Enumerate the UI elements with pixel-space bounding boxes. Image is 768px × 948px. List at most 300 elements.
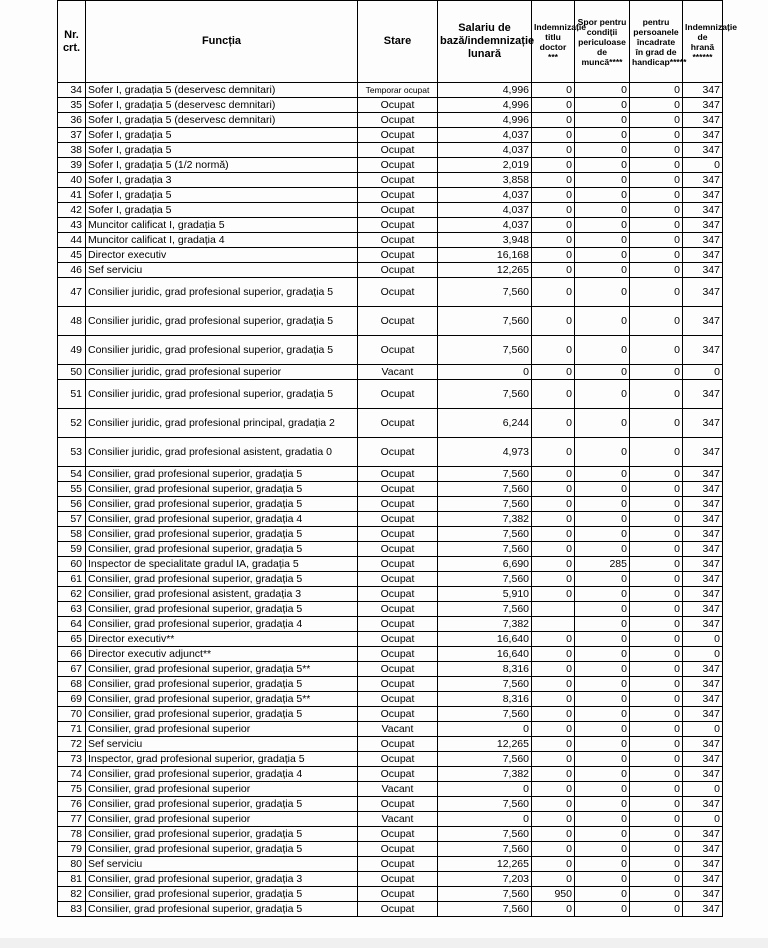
cell-spor: 0 bbox=[575, 827, 630, 842]
cell-spor: 0 bbox=[575, 887, 630, 902]
cell-salariu: 7,560 bbox=[438, 827, 532, 842]
cell-salariu: 7,203 bbox=[438, 872, 532, 887]
header-salariu: Salariu de bază/indemnizație lunară bbox=[438, 1, 532, 83]
cell-stare: Ocupat bbox=[358, 336, 438, 365]
cell-handicap: 0 bbox=[630, 782, 683, 797]
cell-functia: Consilier, grad profesional superior bbox=[86, 812, 358, 827]
cell-stare: Ocupat bbox=[358, 677, 438, 692]
cell-indemnizatie-doctor: 0 bbox=[532, 872, 575, 887]
cell-handicap: 0 bbox=[630, 617, 683, 632]
cell-salariu: 7,382 bbox=[438, 767, 532, 782]
table-row bbox=[58, 677, 723, 692]
cell-hrana: 347 bbox=[683, 827, 723, 842]
cell-handicap: 0 bbox=[630, 113, 683, 128]
cell-stare: Ocupat bbox=[358, 857, 438, 872]
cell-functia: Sofer I, gradația 5 bbox=[86, 188, 358, 203]
cell-hrana: 0 bbox=[683, 632, 723, 647]
cell-functia: Consilier, grad profesional superior, gradația 5 bbox=[86, 797, 358, 812]
table-row bbox=[58, 572, 723, 587]
cell-stare: Ocupat bbox=[358, 572, 438, 587]
table-row bbox=[58, 587, 723, 602]
cell-handicap: 0 bbox=[630, 512, 683, 527]
cell-handicap: 0 bbox=[630, 827, 683, 842]
cell-hrana: 347 bbox=[683, 173, 723, 188]
table-row bbox=[58, 83, 723, 98]
cell-stare: Ocupat bbox=[358, 113, 438, 128]
cell-nr: 80 bbox=[58, 857, 86, 872]
cell-handicap: 0 bbox=[630, 143, 683, 158]
cell-indemnizatie-doctor: 0 bbox=[532, 677, 575, 692]
cell-spor: 0 bbox=[575, 707, 630, 722]
cell-functia: Consilier juridic, grad profesional asistent, gradatia 0 bbox=[86, 438, 358, 467]
cell-salariu: 4,037 bbox=[438, 128, 532, 143]
cell-spor: 0 bbox=[575, 512, 630, 527]
cell-handicap: 0 bbox=[630, 812, 683, 827]
cell-handicap: 0 bbox=[630, 307, 683, 336]
cell-functia: Sofer I, gradația 5 (deservesc demnitari) bbox=[86, 98, 358, 113]
table-row bbox=[58, 812, 723, 827]
cell-indemnizatie-doctor: 0 bbox=[532, 98, 575, 113]
cell-hrana: 347 bbox=[683, 602, 723, 617]
cell-stare: Ocupat bbox=[358, 98, 438, 113]
cell-stare: Ocupat bbox=[358, 233, 438, 248]
table-row bbox=[58, 278, 723, 307]
cell-nr: 35 bbox=[58, 98, 86, 113]
cell-salariu: 7,560 bbox=[438, 380, 532, 409]
cell-handicap: 0 bbox=[630, 542, 683, 557]
cell-salariu: 0 bbox=[438, 812, 532, 827]
cell-nr: 64 bbox=[58, 617, 86, 632]
cell-spor: 0 bbox=[575, 527, 630, 542]
cell-functia: Sofer I, gradația 5 bbox=[86, 203, 358, 218]
cell-handicap: 0 bbox=[630, 527, 683, 542]
cell-handicap: 0 bbox=[630, 188, 683, 203]
cell-spor: 0 bbox=[575, 83, 630, 98]
cell-hrana: 347 bbox=[683, 542, 723, 557]
header-persoane-handicap: pentru persoanele încadrate în grad de handicap***** bbox=[630, 1, 683, 83]
table-row bbox=[58, 557, 723, 572]
cell-salariu: 6,690 bbox=[438, 557, 532, 572]
cell-functia: Muncitor calificat I, gradația 5 bbox=[86, 218, 358, 233]
cell-nr: 39 bbox=[58, 158, 86, 173]
cell-nr: 57 bbox=[58, 512, 86, 527]
cell-nr: 70 bbox=[58, 707, 86, 722]
cell-indemnizatie-doctor: 0 bbox=[532, 527, 575, 542]
cell-nr: 75 bbox=[58, 782, 86, 797]
cell-indemnizatie-doctor: 0 bbox=[532, 278, 575, 307]
cell-handicap: 0 bbox=[630, 218, 683, 233]
cell-hrana: 347 bbox=[683, 737, 723, 752]
cell-spor: 0 bbox=[575, 752, 630, 767]
cell-handicap: 0 bbox=[630, 662, 683, 677]
cell-spor: 0 bbox=[575, 173, 630, 188]
cell-hrana: 347 bbox=[683, 662, 723, 677]
cell-salariu: 7,382 bbox=[438, 617, 532, 632]
cell-stare: Ocupat bbox=[358, 842, 438, 857]
cell-functia: Consilier, grad profesional superior, gradația 4 bbox=[86, 767, 358, 782]
cell-indemnizatie-doctor: 0 bbox=[532, 737, 575, 752]
cell-spor: 0 bbox=[575, 98, 630, 113]
cell-nr: 42 bbox=[58, 203, 86, 218]
cell-indemnizatie-doctor: 0 bbox=[532, 218, 575, 233]
cell-hrana: 347 bbox=[683, 467, 723, 482]
cell-indemnizatie-doctor: 0 bbox=[532, 113, 575, 128]
cell-nr: 41 bbox=[58, 188, 86, 203]
cell-functia: Consilier, grad profesional superior, gradația 5 bbox=[86, 677, 358, 692]
cell-hrana: 347 bbox=[683, 707, 723, 722]
table-row bbox=[58, 365, 723, 380]
cell-stare: Ocupat bbox=[358, 542, 438, 557]
cell-stare: Ocupat bbox=[358, 482, 438, 497]
cell-nr: 82 bbox=[58, 887, 86, 902]
cell-handicap: 0 bbox=[630, 797, 683, 812]
cell-hrana: 347 bbox=[683, 278, 723, 307]
cell-handicap: 0 bbox=[630, 365, 683, 380]
cell-functia: Muncitor calificat I, gradația 4 bbox=[86, 233, 358, 248]
cell-functia: Consilier, grad profesional superior, gradația 5 bbox=[86, 482, 358, 497]
cell-handicap: 0 bbox=[630, 572, 683, 587]
cell-indemnizatie-doctor: 0 bbox=[532, 542, 575, 557]
cell-nr: 58 bbox=[58, 527, 86, 542]
cell-indemnizatie-doctor: 0 bbox=[532, 467, 575, 482]
cell-nr: 40 bbox=[58, 173, 86, 188]
cell-indemnizatie-doctor: 0 bbox=[532, 812, 575, 827]
cell-nr: 73 bbox=[58, 752, 86, 767]
cell-nr: 81 bbox=[58, 872, 86, 887]
cell-functia: Consilier, grad profesional superior, gradația 5** bbox=[86, 662, 358, 677]
cell-handicap: 0 bbox=[630, 98, 683, 113]
cell-hrana: 347 bbox=[683, 572, 723, 587]
cell-handicap: 0 bbox=[630, 467, 683, 482]
table-row bbox=[58, 98, 723, 113]
cell-stare: Ocupat bbox=[358, 617, 438, 632]
cell-indemnizatie-doctor: 0 bbox=[532, 632, 575, 647]
cell-indemnizatie-doctor: 0 bbox=[532, 647, 575, 662]
cell-nr: 55 bbox=[58, 482, 86, 497]
cell-functia: Consilier, grad profesional superior, gradația 5 bbox=[86, 707, 358, 722]
cell-handicap: 0 bbox=[630, 602, 683, 617]
cell-nr: 59 bbox=[58, 542, 86, 557]
cell-nr: 46 bbox=[58, 263, 86, 278]
cell-handicap: 0 bbox=[630, 83, 683, 98]
cell-handicap: 0 bbox=[630, 336, 683, 365]
cell-salariu: 7,560 bbox=[438, 307, 532, 336]
table-row bbox=[58, 902, 723, 917]
cell-functia: Consilier, grad profesional superior, gradația 5 bbox=[86, 527, 358, 542]
cell-indemnizatie-doctor: 0 bbox=[532, 158, 575, 173]
cell-salariu: 16,640 bbox=[438, 632, 532, 647]
cell-spor: 0 bbox=[575, 438, 630, 467]
cell-stare: Ocupat bbox=[358, 218, 438, 233]
cell-hrana: 347 bbox=[683, 409, 723, 438]
cell-hrana: 347 bbox=[683, 752, 723, 767]
table-row bbox=[58, 842, 723, 857]
cell-stare: Ocupat bbox=[358, 497, 438, 512]
cell-functia: Sef serviciu bbox=[86, 857, 358, 872]
cell-nr: 61 bbox=[58, 572, 86, 587]
salary-table bbox=[57, 0, 738, 917]
header-indemnizatie-doctor: Indemnizație titlu doctor *** bbox=[532, 1, 575, 83]
cell-salariu: 8,316 bbox=[438, 662, 532, 677]
cell-handicap: 0 bbox=[630, 872, 683, 887]
cell-nr: 43 bbox=[58, 218, 86, 233]
cell-salariu: 7,560 bbox=[438, 707, 532, 722]
cell-spor: 0 bbox=[575, 336, 630, 365]
cell-indemnizatie-doctor: 0 bbox=[532, 692, 575, 707]
cell-handicap: 0 bbox=[630, 557, 683, 572]
cell-nr: 47 bbox=[58, 278, 86, 307]
cell-salariu: 4,996 bbox=[438, 113, 532, 128]
cell-stare: Ocupat bbox=[358, 752, 438, 767]
cell-nr: 74 bbox=[58, 767, 86, 782]
cell-indemnizatie-doctor: 0 bbox=[532, 752, 575, 767]
cell-spor: 0 bbox=[575, 737, 630, 752]
cell-spor: 0 bbox=[575, 218, 630, 233]
cell-hrana: 347 bbox=[683, 380, 723, 409]
cell-handicap: 0 bbox=[630, 722, 683, 737]
cell-spor: 0 bbox=[575, 409, 630, 438]
cell-spor: 0 bbox=[575, 380, 630, 409]
cell-indemnizatie-doctor: 0 bbox=[532, 827, 575, 842]
cell-indemnizatie-doctor: 0 bbox=[532, 263, 575, 278]
cell-indemnizatie-doctor: 0 bbox=[532, 557, 575, 572]
table-row bbox=[58, 767, 723, 782]
cell-handicap: 0 bbox=[630, 128, 683, 143]
cell-functia: Consilier juridic, grad profesional superior, gradația 5 bbox=[86, 307, 358, 336]
cell-salariu: 0 bbox=[438, 365, 532, 380]
table-header-row bbox=[58, 1, 723, 83]
cell-salariu: 7,560 bbox=[438, 842, 532, 857]
cell-salariu: 7,560 bbox=[438, 467, 532, 482]
header-functia: Funcția bbox=[86, 1, 358, 83]
cell-stare: Ocupat bbox=[358, 278, 438, 307]
cell-functia: Consilier, grad profesional superior, gradația 5 bbox=[86, 842, 358, 857]
cell-handicap: 0 bbox=[630, 857, 683, 872]
table-row bbox=[58, 248, 723, 263]
cell-indemnizatie-doctor: 0 bbox=[532, 188, 575, 203]
cell-functia: Consilier, grad profesional superior, gradația 4 bbox=[86, 512, 358, 527]
cell-handicap: 0 bbox=[630, 173, 683, 188]
table-row bbox=[58, 542, 723, 557]
cell-stare: Ocupat bbox=[358, 692, 438, 707]
cell-nr: 38 bbox=[58, 143, 86, 158]
cell-hrana: 347 bbox=[683, 233, 723, 248]
cell-spor: 0 bbox=[575, 143, 630, 158]
cell-spor: 0 bbox=[575, 692, 630, 707]
cell-functia: Consilier, grad profesional superior, gradația 5 bbox=[86, 572, 358, 587]
cell-salariu: 7,560 bbox=[438, 542, 532, 557]
cell-handicap: 0 bbox=[630, 497, 683, 512]
cell-handicap: 0 bbox=[630, 482, 683, 497]
cell-functia: Director executiv bbox=[86, 248, 358, 263]
cell-hrana: 347 bbox=[683, 887, 723, 902]
cell-salariu: 6,244 bbox=[438, 409, 532, 438]
table-row bbox=[58, 263, 723, 278]
cell-functia: Consilier, grad profesional superior bbox=[86, 782, 358, 797]
cell-stare: Ocupat bbox=[358, 248, 438, 263]
cell-hrana: 347 bbox=[683, 482, 723, 497]
page-bottom-edge bbox=[0, 938, 768, 948]
cell-hrana: 347 bbox=[683, 857, 723, 872]
cell-hrana: 347 bbox=[683, 113, 723, 128]
cell-stare: Ocupat bbox=[358, 632, 438, 647]
header-nr: Nr. crt. bbox=[58, 1, 86, 83]
cell-spor: 0 bbox=[575, 497, 630, 512]
cell-indemnizatie-doctor: 0 bbox=[532, 662, 575, 677]
table-row bbox=[58, 409, 723, 438]
cell-salariu: 12,265 bbox=[438, 737, 532, 752]
cell-spor: 0 bbox=[575, 647, 630, 662]
cell-salariu: 7,560 bbox=[438, 902, 532, 917]
cell-handicap: 0 bbox=[630, 647, 683, 662]
cell-salariu: 3,948 bbox=[438, 233, 532, 248]
cell-stare: Ocupat bbox=[358, 380, 438, 409]
cell-nr: 78 bbox=[58, 827, 86, 842]
cell-indemnizatie-doctor: 0 bbox=[532, 438, 575, 467]
cell-handicap: 0 bbox=[630, 692, 683, 707]
table-row bbox=[58, 722, 723, 737]
cell-functia: Consilier juridic, grad profesional superior, gradația 5 bbox=[86, 336, 358, 365]
cell-functia: Consilier juridic, grad profesional superior, gradația 5 bbox=[86, 278, 358, 307]
table-row bbox=[58, 173, 723, 188]
cell-handicap: 0 bbox=[630, 737, 683, 752]
cell-spor: 0 bbox=[575, 278, 630, 307]
cell-functia: Director executiv adjunct** bbox=[86, 647, 358, 662]
cell-spor: 285 bbox=[575, 557, 630, 572]
cell-spor: 0 bbox=[575, 203, 630, 218]
cell-handicap: 0 bbox=[630, 233, 683, 248]
cell-hrana: 347 bbox=[683, 336, 723, 365]
cell-functia: Consilier, grad profesional superior, gradația 5 bbox=[86, 902, 358, 917]
table-row bbox=[58, 872, 723, 887]
cell-nr: 79 bbox=[58, 842, 86, 857]
cell-handicap: 0 bbox=[630, 438, 683, 467]
cell-salariu: 0 bbox=[438, 722, 532, 737]
cell-stare: Ocupat bbox=[358, 557, 438, 572]
cell-hrana: 347 bbox=[683, 438, 723, 467]
cell-indemnizatie-doctor: 0 bbox=[532, 857, 575, 872]
table-row bbox=[58, 527, 723, 542]
cell-indemnizatie-doctor: 0 bbox=[532, 173, 575, 188]
cell-functia: Sofer I, gradația 5 bbox=[86, 128, 358, 143]
cell-nr: 83 bbox=[58, 902, 86, 917]
cell-stare: Ocupat bbox=[358, 587, 438, 602]
cell-spor: 0 bbox=[575, 767, 630, 782]
cell-functia: Sofer I, gradația 5 bbox=[86, 143, 358, 158]
cell-salariu: 4,996 bbox=[438, 83, 532, 98]
cell-hrana: 347 bbox=[683, 263, 723, 278]
cell-functia: Consilier, grad profesional superior, gradația 5 bbox=[86, 827, 358, 842]
cell-indemnizatie-doctor: 0 bbox=[532, 143, 575, 158]
cell-spor: 0 bbox=[575, 188, 630, 203]
header-hrana: Indemnizație de hrană ****** bbox=[683, 1, 723, 83]
cell-nr: 76 bbox=[58, 797, 86, 812]
cell-stare: Ocupat bbox=[358, 707, 438, 722]
cell-stare: Ocupat bbox=[358, 902, 438, 917]
cell-hrana: 0 bbox=[683, 812, 723, 827]
cell-nr: 44 bbox=[58, 233, 86, 248]
cell-salariu: 0 bbox=[438, 782, 532, 797]
table-row bbox=[58, 113, 723, 128]
cell-hrana: 347 bbox=[683, 617, 723, 632]
cell-spor: 0 bbox=[575, 602, 630, 617]
cell-stare: Ocupat bbox=[358, 307, 438, 336]
cell-hrana: 347 bbox=[683, 872, 723, 887]
cell-spor: 0 bbox=[575, 632, 630, 647]
cell-hrana: 347 bbox=[683, 692, 723, 707]
cell-salariu: 16,168 bbox=[438, 248, 532, 263]
cell-spor: 0 bbox=[575, 662, 630, 677]
cell-handicap: 0 bbox=[630, 158, 683, 173]
cell-stare: Ocupat bbox=[358, 158, 438, 173]
cell-spor: 0 bbox=[575, 617, 630, 632]
cell-nr: 51 bbox=[58, 380, 86, 409]
cell-indemnizatie-doctor: 0 bbox=[532, 512, 575, 527]
cell-handicap: 0 bbox=[630, 767, 683, 782]
cell-spor: 0 bbox=[575, 722, 630, 737]
cell-nr: 66 bbox=[58, 647, 86, 662]
table-row bbox=[58, 188, 723, 203]
cell-stare: Ocupat bbox=[358, 737, 438, 752]
table-row bbox=[58, 602, 723, 617]
cell-functia: Consilier, grad profesional superior, gradația 5** bbox=[86, 692, 358, 707]
cell-handicap: 0 bbox=[630, 248, 683, 263]
cell-functia: Consilier, grad profesional superior, gradația 5 bbox=[86, 542, 358, 557]
cell-stare: Ocupat bbox=[358, 662, 438, 677]
cell-salariu: 5,910 bbox=[438, 587, 532, 602]
cell-stare: Ocupat bbox=[358, 143, 438, 158]
table-row bbox=[58, 752, 723, 767]
cell-stare: Ocupat bbox=[358, 887, 438, 902]
cell-indemnizatie-doctor: 0 bbox=[532, 83, 575, 98]
cell-indemnizatie-doctor: 0 bbox=[532, 902, 575, 917]
cell-spor: 0 bbox=[575, 872, 630, 887]
cell-stare: Vacant bbox=[358, 812, 438, 827]
cell-spor: 0 bbox=[575, 797, 630, 812]
cell-hrana: 347 bbox=[683, 512, 723, 527]
cell-indemnizatie-doctor: 0 bbox=[532, 128, 575, 143]
table-row bbox=[58, 497, 723, 512]
cell-salariu: 4,037 bbox=[438, 143, 532, 158]
cell-indemnizatie-doctor bbox=[532, 602, 575, 617]
cell-nr: 67 bbox=[58, 662, 86, 677]
cell-handicap: 0 bbox=[630, 587, 683, 602]
cell-indemnizatie-doctor: 0 bbox=[532, 248, 575, 263]
cell-stare: Ocupat bbox=[358, 128, 438, 143]
cell-functia: Sofer I, gradația 5 (1/2 normă) bbox=[86, 158, 358, 173]
cell-salariu: 4,037 bbox=[438, 218, 532, 233]
cell-handicap: 0 bbox=[630, 203, 683, 218]
cell-nr: 56 bbox=[58, 497, 86, 512]
cell-hrana: 347 bbox=[683, 128, 723, 143]
table-row bbox=[58, 512, 723, 527]
cell-handicap: 0 bbox=[630, 677, 683, 692]
cell-functia: Consilier, grad profesional superior, gradația 4 bbox=[86, 617, 358, 632]
cell-hrana: 347 bbox=[683, 557, 723, 572]
cell-spor: 0 bbox=[575, 307, 630, 336]
cell-salariu: 12,265 bbox=[438, 263, 532, 278]
cell-functia: Sofer I, gradația 5 (deservesc demnitari) bbox=[86, 113, 358, 128]
cell-stare: Ocupat bbox=[358, 188, 438, 203]
cell-stare: Vacant bbox=[358, 722, 438, 737]
cell-hrana: 347 bbox=[683, 842, 723, 857]
cell-stare: Ocupat bbox=[358, 872, 438, 887]
cell-spor: 0 bbox=[575, 113, 630, 128]
table-row bbox=[58, 438, 723, 467]
cell-salariu: 7,560 bbox=[438, 602, 532, 617]
cell-indemnizatie-doctor: 0 bbox=[532, 409, 575, 438]
cell-handicap: 0 bbox=[630, 842, 683, 857]
